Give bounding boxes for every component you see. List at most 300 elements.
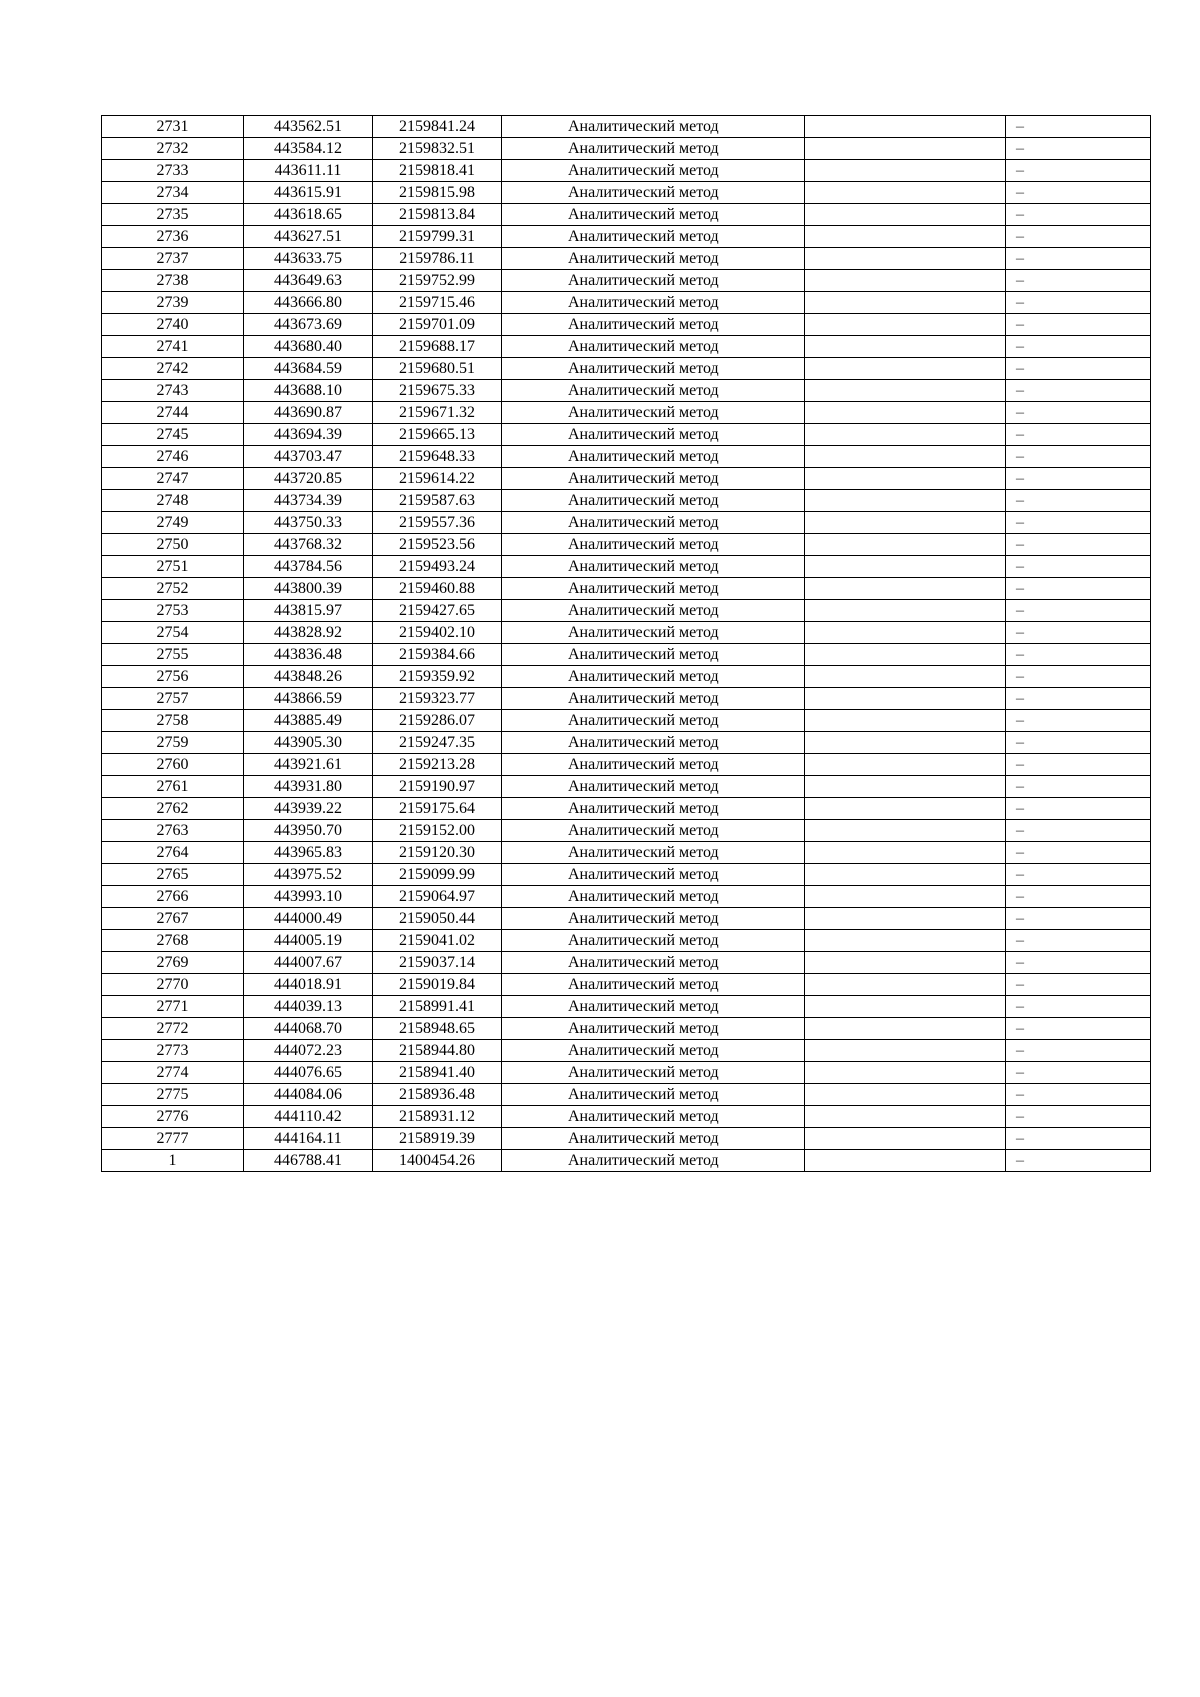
x-coordinate-cell: 443720.85: [244, 468, 373, 490]
table-row: [102, 886, 1151, 908]
x-coordinate-cell: 443615.91: [244, 182, 373, 204]
method-cell: Аналитический метод: [502, 996, 805, 1018]
precision-cell: [805, 644, 1006, 666]
description-cell: –: [1006, 292, 1151, 314]
x-coordinate-cell: 443931.80: [244, 776, 373, 798]
x-coordinate-cell: 443694.39: [244, 424, 373, 446]
precision-cell: [805, 204, 1006, 226]
x-coordinate-cell: 443618.65: [244, 204, 373, 226]
method-cell: Аналитический метод: [502, 732, 805, 754]
precision-cell: [805, 578, 1006, 600]
description-cell: –: [1006, 952, 1151, 974]
description-cell: –: [1006, 270, 1151, 292]
x-coordinate-cell: 444084.06: [244, 1084, 373, 1106]
table-row: [102, 424, 1151, 446]
description-cell: –: [1006, 1150, 1151, 1172]
description-cell: –: [1006, 842, 1151, 864]
y-coordinate-cell: 2159648.33: [373, 446, 502, 468]
y-coordinate-cell: 2159037.14: [373, 952, 502, 974]
point-number-cell: 2733: [102, 160, 244, 182]
table-row: [102, 556, 1151, 578]
precision-cell: [805, 1040, 1006, 1062]
table-row: [102, 402, 1151, 424]
point-number-cell: 2758: [102, 710, 244, 732]
x-coordinate-cell: 444005.19: [244, 930, 373, 952]
point-number-cell: 2753: [102, 600, 244, 622]
x-coordinate-cell: 443800.39: [244, 578, 373, 600]
point-number-cell: 2734: [102, 182, 244, 204]
table-row: [102, 1040, 1151, 1062]
x-coordinate-cell: 444072.23: [244, 1040, 373, 1062]
point-number-cell: 2735: [102, 204, 244, 226]
point-number-cell: 2751: [102, 556, 244, 578]
description-cell: –: [1006, 798, 1151, 820]
method-cell: Аналитический метод: [502, 556, 805, 578]
table-row: [102, 182, 1151, 204]
table-row: [102, 1128, 1151, 1150]
precision-cell: [805, 1150, 1006, 1172]
x-coordinate-cell: 443836.48: [244, 644, 373, 666]
method-cell: Аналитический метод: [502, 534, 805, 556]
y-coordinate-cell: 2158944.80: [373, 1040, 502, 1062]
point-number-cell: 2754: [102, 622, 244, 644]
method-cell: Аналитический метод: [502, 798, 805, 820]
point-number-cell: 2762: [102, 798, 244, 820]
method-cell: Аналитический метод: [502, 402, 805, 424]
x-coordinate-cell: 443562.51: [244, 116, 373, 138]
method-cell: Аналитический метод: [502, 754, 805, 776]
method-cell: Аналитический метод: [502, 952, 805, 974]
x-coordinate-cell: 443905.30: [244, 732, 373, 754]
y-coordinate-cell: 2159493.24: [373, 556, 502, 578]
description-cell: –: [1006, 556, 1151, 578]
point-number-cell: 2738: [102, 270, 244, 292]
point-number-cell: 2772: [102, 1018, 244, 1040]
precision-cell: [805, 314, 1006, 336]
description-cell: –: [1006, 1128, 1151, 1150]
x-coordinate-cell: 444068.70: [244, 1018, 373, 1040]
point-number-cell: 2774: [102, 1062, 244, 1084]
point-number-cell: 2741: [102, 336, 244, 358]
point-number-cell: 2773: [102, 1040, 244, 1062]
description-cell: –: [1006, 908, 1151, 930]
x-coordinate-cell: 443921.61: [244, 754, 373, 776]
precision-cell: [805, 512, 1006, 534]
precision-cell: [805, 182, 1006, 204]
description-cell: –: [1006, 996, 1151, 1018]
y-coordinate-cell: 2158931.12: [373, 1106, 502, 1128]
point-number-cell: 2767: [102, 908, 244, 930]
x-coordinate-cell: 443866.59: [244, 688, 373, 710]
description-cell: –: [1006, 446, 1151, 468]
table-row: [102, 754, 1151, 776]
y-coordinate-cell: 2159427.65: [373, 600, 502, 622]
y-coordinate-cell: 2159671.32: [373, 402, 502, 424]
y-coordinate-cell: 2159786.11: [373, 248, 502, 270]
method-cell: Аналитический метод: [502, 424, 805, 446]
point-number-cell: 2731: [102, 116, 244, 138]
description-cell: –: [1006, 138, 1151, 160]
point-number-cell: 2732: [102, 138, 244, 160]
table-row: [102, 776, 1151, 798]
table-row: [102, 248, 1151, 270]
x-coordinate-cell: 443688.10: [244, 380, 373, 402]
description-cell: –: [1006, 600, 1151, 622]
x-coordinate-cell: 444018.91: [244, 974, 373, 996]
table-row: [102, 490, 1151, 512]
description-cell: –: [1006, 380, 1151, 402]
description-cell: –: [1006, 732, 1151, 754]
description-cell: –: [1006, 204, 1151, 226]
precision-cell: [805, 996, 1006, 1018]
precision-cell: [805, 798, 1006, 820]
y-coordinate-cell: 2159799.31: [373, 226, 502, 248]
y-coordinate-cell: 2159680.51: [373, 358, 502, 380]
precision-cell: [805, 1106, 1006, 1128]
y-coordinate-cell: 2159587.63: [373, 490, 502, 512]
description-cell: –: [1006, 226, 1151, 248]
point-number-cell: 2766: [102, 886, 244, 908]
y-coordinate-cell: 2159384.66: [373, 644, 502, 666]
method-cell: Аналитический метод: [502, 182, 805, 204]
y-coordinate-cell: 2159323.77: [373, 688, 502, 710]
point-number-cell: 2764: [102, 842, 244, 864]
point-number-cell: 2765: [102, 864, 244, 886]
description-cell: –: [1006, 490, 1151, 512]
point-number-cell: 2752: [102, 578, 244, 600]
method-cell: Аналитический метод: [502, 270, 805, 292]
point-number-cell: 2770: [102, 974, 244, 996]
point-number-cell: 2776: [102, 1106, 244, 1128]
table-row: [102, 1062, 1151, 1084]
point-number-cell: 2777: [102, 1128, 244, 1150]
table-row: [102, 270, 1151, 292]
x-coordinate-cell: 444110.42: [244, 1106, 373, 1128]
description-cell: –: [1006, 1062, 1151, 1084]
table-row: [102, 358, 1151, 380]
precision-cell: [805, 490, 1006, 512]
description-cell: –: [1006, 688, 1151, 710]
y-coordinate-cell: 2158948.65: [373, 1018, 502, 1040]
method-cell: Аналитический метод: [502, 512, 805, 534]
description-cell: –: [1006, 424, 1151, 446]
precision-cell: [805, 160, 1006, 182]
x-coordinate-cell: 443611.11: [244, 160, 373, 182]
point-number-cell: 2739: [102, 292, 244, 314]
point-number-cell: 2743: [102, 380, 244, 402]
point-number-cell: 2769: [102, 952, 244, 974]
description-cell: –: [1006, 402, 1151, 424]
x-coordinate-cell: 444000.49: [244, 908, 373, 930]
precision-cell: [805, 138, 1006, 160]
precision-cell: [805, 270, 1006, 292]
x-coordinate-cell: 443666.80: [244, 292, 373, 314]
y-coordinate-cell: 2159099.99: [373, 864, 502, 886]
method-cell: Аналитический метод: [502, 468, 805, 490]
precision-cell: [805, 468, 1006, 490]
y-coordinate-cell: 2159665.13: [373, 424, 502, 446]
point-number-cell: 2768: [102, 930, 244, 952]
method-cell: Аналитический метод: [502, 1106, 805, 1128]
method-cell: Аналитический метод: [502, 578, 805, 600]
description-cell: –: [1006, 512, 1151, 534]
x-coordinate-cell: 443939.22: [244, 798, 373, 820]
y-coordinate-cell: 2159841.24: [373, 116, 502, 138]
y-coordinate-cell: 2159832.51: [373, 138, 502, 160]
method-cell: Аналитический метод: [502, 908, 805, 930]
description-cell: –: [1006, 578, 1151, 600]
precision-cell: [805, 358, 1006, 380]
x-coordinate-cell: 443673.69: [244, 314, 373, 336]
method-cell: Аналитический метод: [502, 974, 805, 996]
precision-cell: [805, 226, 1006, 248]
description-cell: –: [1006, 864, 1151, 886]
precision-cell: [805, 380, 1006, 402]
y-coordinate-cell: 2159247.35: [373, 732, 502, 754]
precision-cell: [805, 930, 1006, 952]
table-row: [102, 732, 1151, 754]
table-row: [102, 842, 1151, 864]
table-row: [102, 688, 1151, 710]
method-cell: Аналитический метод: [502, 380, 805, 402]
method-cell: Аналитический метод: [502, 1084, 805, 1106]
precision-cell: [805, 974, 1006, 996]
description-cell: –: [1006, 1084, 1151, 1106]
description-cell: –: [1006, 468, 1151, 490]
y-coordinate-cell: 2158941.40: [373, 1062, 502, 1084]
y-coordinate-cell: 2159190.97: [373, 776, 502, 798]
precision-cell: [805, 688, 1006, 710]
table-row: [102, 446, 1151, 468]
x-coordinate-cell: 443828.92: [244, 622, 373, 644]
method-cell: Аналитический метод: [502, 1150, 805, 1172]
description-cell: –: [1006, 820, 1151, 842]
y-coordinate-cell: 2159815.98: [373, 182, 502, 204]
method-cell: Аналитический метод: [502, 842, 805, 864]
y-coordinate-cell: 2159701.09: [373, 314, 502, 336]
description-cell: –: [1006, 1040, 1151, 1062]
description-cell: –: [1006, 336, 1151, 358]
precision-cell: [805, 292, 1006, 314]
table-row: [102, 864, 1151, 886]
point-number-cell: 2744: [102, 402, 244, 424]
method-cell: Аналитический метод: [502, 248, 805, 270]
description-cell: –: [1006, 710, 1151, 732]
x-coordinate-cell: 443993.10: [244, 886, 373, 908]
table-row: [102, 226, 1151, 248]
precision-cell: [805, 1018, 1006, 1040]
table-row: [102, 468, 1151, 490]
x-coordinate-cell: 443848.26: [244, 666, 373, 688]
table-row: [102, 908, 1151, 930]
y-coordinate-cell: 2158991.41: [373, 996, 502, 1018]
coordinates-table-body: [102, 116, 1151, 1172]
description-cell: –: [1006, 314, 1151, 336]
method-cell: Аналитический метод: [502, 1128, 805, 1150]
table-row: [102, 512, 1151, 534]
x-coordinate-cell: 443684.59: [244, 358, 373, 380]
method-cell: Аналитический метод: [502, 666, 805, 688]
method-cell: Аналитический метод: [502, 644, 805, 666]
y-coordinate-cell: 2159175.64: [373, 798, 502, 820]
method-cell: Аналитический метод: [502, 292, 805, 314]
x-coordinate-cell: 443633.75: [244, 248, 373, 270]
table-row: [102, 622, 1151, 644]
table-row: [102, 292, 1151, 314]
description-cell: –: [1006, 116, 1151, 138]
precision-cell: [805, 556, 1006, 578]
point-number-cell: 2755: [102, 644, 244, 666]
y-coordinate-cell: 2159402.10: [373, 622, 502, 644]
precision-cell: [805, 336, 1006, 358]
point-number-cell: 2761: [102, 776, 244, 798]
precision-cell: [805, 600, 1006, 622]
point-number-cell: 2750: [102, 534, 244, 556]
point-number-cell: 2771: [102, 996, 244, 1018]
y-coordinate-cell: 2159041.02: [373, 930, 502, 952]
precision-cell: [805, 820, 1006, 842]
table-row: [102, 336, 1151, 358]
method-cell: Аналитический метод: [502, 116, 805, 138]
point-number-cell: 2742: [102, 358, 244, 380]
table-row: [102, 1084, 1151, 1106]
method-cell: Аналитический метод: [502, 820, 805, 842]
x-coordinate-cell: 443703.47: [244, 446, 373, 468]
method-cell: Аналитический метод: [502, 204, 805, 226]
y-coordinate-cell: 2159675.33: [373, 380, 502, 402]
point-number-cell: 2749: [102, 512, 244, 534]
point-number-cell: 2746: [102, 446, 244, 468]
precision-cell: [805, 424, 1006, 446]
precision-cell: [805, 776, 1006, 798]
table-row: [102, 160, 1151, 182]
point-number-cell: 2745: [102, 424, 244, 446]
method-cell: Аналитический метод: [502, 622, 805, 644]
y-coordinate-cell: 2159359.92: [373, 666, 502, 688]
method-cell: Аналитический метод: [502, 886, 805, 908]
method-cell: Аналитический метод: [502, 776, 805, 798]
description-cell: –: [1006, 644, 1151, 666]
table-row: [102, 974, 1151, 996]
x-coordinate-cell: 443975.52: [244, 864, 373, 886]
point-number-cell: 2736: [102, 226, 244, 248]
precision-cell: [805, 534, 1006, 556]
description-cell: –: [1006, 930, 1151, 952]
y-coordinate-cell: 2159213.28: [373, 754, 502, 776]
table-row: [102, 600, 1151, 622]
point-number-cell: 2737: [102, 248, 244, 270]
y-coordinate-cell: 2159614.22: [373, 468, 502, 490]
x-coordinate-cell: 444076.65: [244, 1062, 373, 1084]
x-coordinate-cell: 444039.13: [244, 996, 373, 1018]
table-row: [102, 204, 1151, 226]
y-coordinate-cell: 2159752.99: [373, 270, 502, 292]
y-coordinate-cell: 2159286.07: [373, 710, 502, 732]
description-cell: –: [1006, 160, 1151, 182]
method-cell: Аналитический метод: [502, 930, 805, 952]
method-cell: Аналитический метод: [502, 1018, 805, 1040]
point-number-cell: 2759: [102, 732, 244, 754]
table-row: [102, 116, 1151, 138]
precision-cell: [805, 864, 1006, 886]
x-coordinate-cell: 443965.83: [244, 842, 373, 864]
precision-cell: [805, 754, 1006, 776]
table-row: [102, 138, 1151, 160]
table-row: [102, 1106, 1151, 1128]
table-row: [102, 578, 1151, 600]
x-coordinate-cell: 444007.67: [244, 952, 373, 974]
description-cell: –: [1006, 1018, 1151, 1040]
table-row: [102, 644, 1151, 666]
x-coordinate-cell: 443680.40: [244, 336, 373, 358]
y-coordinate-cell: 2158936.48: [373, 1084, 502, 1106]
y-coordinate-cell: 2159019.84: [373, 974, 502, 996]
x-coordinate-cell: 443768.32: [244, 534, 373, 556]
method-cell: Аналитический метод: [502, 138, 805, 160]
point-number-cell: 2748: [102, 490, 244, 512]
description-cell: –: [1006, 534, 1151, 556]
table-row: [102, 314, 1151, 336]
method-cell: Аналитический метод: [502, 600, 805, 622]
description-cell: –: [1006, 666, 1151, 688]
y-coordinate-cell: 2159557.36: [373, 512, 502, 534]
description-cell: –: [1006, 358, 1151, 380]
table-row: [102, 710, 1151, 732]
precision-cell: [805, 1084, 1006, 1106]
method-cell: Аналитический метод: [502, 336, 805, 358]
x-coordinate-cell: 443649.63: [244, 270, 373, 292]
y-coordinate-cell: 2159460.88: [373, 578, 502, 600]
y-coordinate-cell: 1400454.26: [373, 1150, 502, 1172]
description-cell: –: [1006, 622, 1151, 644]
description-cell: –: [1006, 1106, 1151, 1128]
x-coordinate-cell: 443690.87: [244, 402, 373, 424]
precision-cell: [805, 732, 1006, 754]
method-cell: Аналитический метод: [502, 358, 805, 380]
table-row: [102, 1018, 1151, 1040]
table-row: [102, 534, 1151, 556]
description-cell: –: [1006, 974, 1151, 996]
precision-cell: [805, 402, 1006, 424]
precision-cell: [805, 842, 1006, 864]
table-row: [102, 820, 1151, 842]
x-coordinate-cell: 443750.33: [244, 512, 373, 534]
precision-cell: [805, 116, 1006, 138]
table-row: [102, 996, 1151, 1018]
table-row: [102, 930, 1151, 952]
precision-cell: [805, 952, 1006, 974]
y-coordinate-cell: 2158919.39: [373, 1128, 502, 1150]
y-coordinate-cell: 2159050.44: [373, 908, 502, 930]
y-coordinate-cell: 2159152.00: [373, 820, 502, 842]
method-cell: Аналитический метод: [502, 864, 805, 886]
table-row: [102, 798, 1151, 820]
precision-cell: [805, 886, 1006, 908]
description-cell: –: [1006, 182, 1151, 204]
method-cell: Аналитический метод: [502, 160, 805, 182]
point-number-cell: 2747: [102, 468, 244, 490]
precision-cell: [805, 908, 1006, 930]
description-cell: –: [1006, 776, 1151, 798]
x-coordinate-cell: 443885.49: [244, 710, 373, 732]
method-cell: Аналитический метод: [502, 1062, 805, 1084]
x-coordinate-cell: 444164.11: [244, 1128, 373, 1150]
method-cell: Аналитический метод: [502, 490, 805, 512]
precision-cell: [805, 710, 1006, 732]
point-number-cell: 2757: [102, 688, 244, 710]
description-cell: –: [1006, 754, 1151, 776]
precision-cell: [805, 446, 1006, 468]
